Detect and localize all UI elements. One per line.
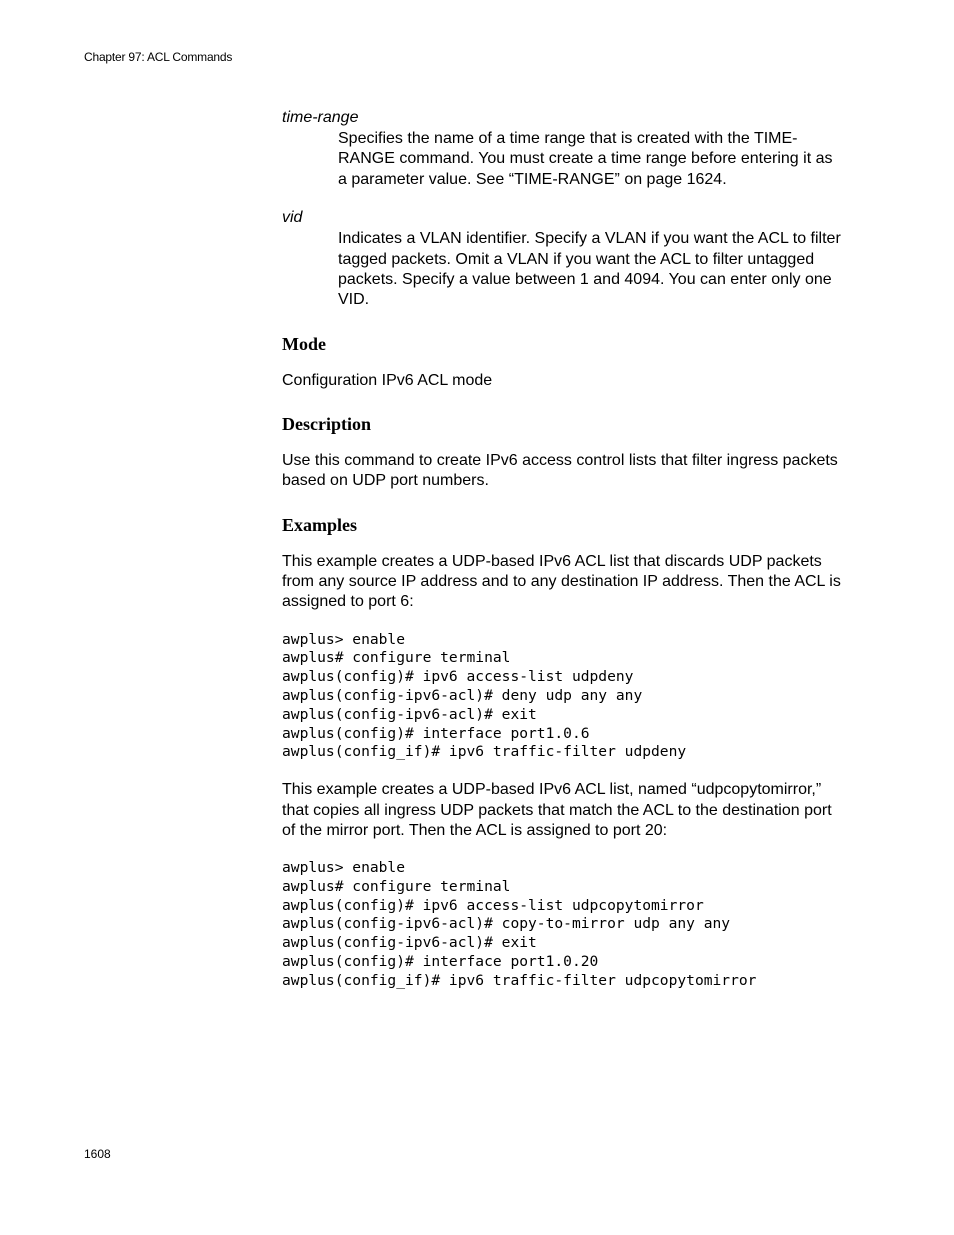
description-heading: Description <box>282 414 371 435</box>
page-content <box>282 108 842 991</box>
code-line: awplus(config)# interface port1.0.20 <box>282 953 599 971</box>
running-header: Chapter 97: ACL Commands <box>84 50 233 64</box>
code-line: awplus(config_if)# ipv6 traffic-filter udpdeny <box>282 743 687 761</box>
mode-text: Configuration IPv6 ACL mode <box>282 371 493 389</box>
code-line: awplus(config-ipv6-acl)# exit <box>282 705 537 723</box>
code-line: awplus> enable <box>282 630 406 648</box>
code-line: awplus> enable <box>282 859 406 877</box>
param-definition-time-range: Specifies the name of a time range that is created with the TIME-RANGE command. You must create a time range before entering it as a parameter value. See “TIME-RANGE” on page 1624. <box>338 130 833 188</box>
example-2-code-block <box>282 859 842 991</box>
page-number: 1608 <box>84 1147 111 1161</box>
param-term-vid: vid <box>282 209 303 227</box>
code-line: awplus(config-ipv6-acl)# deny udp any any <box>282 687 643 705</box>
code-line: awplus(config-ipv6-acl)# exit <box>282 934 537 952</box>
examples-heading: Examples <box>282 514 358 535</box>
example-1-code-block <box>282 631 842 763</box>
code-line: awplus(config-ipv6-acl)# copy-to-mirror udp any any <box>282 915 731 933</box>
example-1-intro: This example creates a UDP-based IPv6 ACL list that discards UDP packets from any source IP address and to any destination IP address. Then the ACL is assigned to port 6: <box>282 552 841 611</box>
code-line: awplus(config)# ipv6 access-list udpdeny <box>282 668 634 686</box>
param-term-time-range: time-range <box>282 109 359 126</box>
code-line: awplus(config_if)# ipv6 traffic-filter udpcopytomirror <box>282 971 757 989</box>
code-line: awplus# configure terminal <box>282 649 511 667</box>
example-2-intro: This example creates a UDP-based IPv6 ACL list, named “udpcopytomirror,” that copies all ingress UDP packets that match the ACL to the destination port of the mirror port. Then the ACL is assigned to port 20: <box>282 781 832 839</box>
description-text: Use this command to create IPv6 access control lists that filter ingress packets based on UDP port numbers. <box>282 452 838 490</box>
code-line: awplus# configure terminal <box>282 877 511 895</box>
mode-heading: Mode <box>282 333 326 354</box>
code-line: awplus(config)# ipv6 access-list udpcopytomirror <box>282 896 704 914</box>
param-definition-vid: Indicates a VLAN identifier. Specify a VLAN if you want the ACL to filter tagged packets. Omit a VLAN if you want the ACL to filter untagged packets. Specify a value between 1 and 4094. You can enter only one VID. <box>338 230 841 309</box>
code-line: awplus(config)# interface port1.0.6 <box>282 724 590 742</box>
